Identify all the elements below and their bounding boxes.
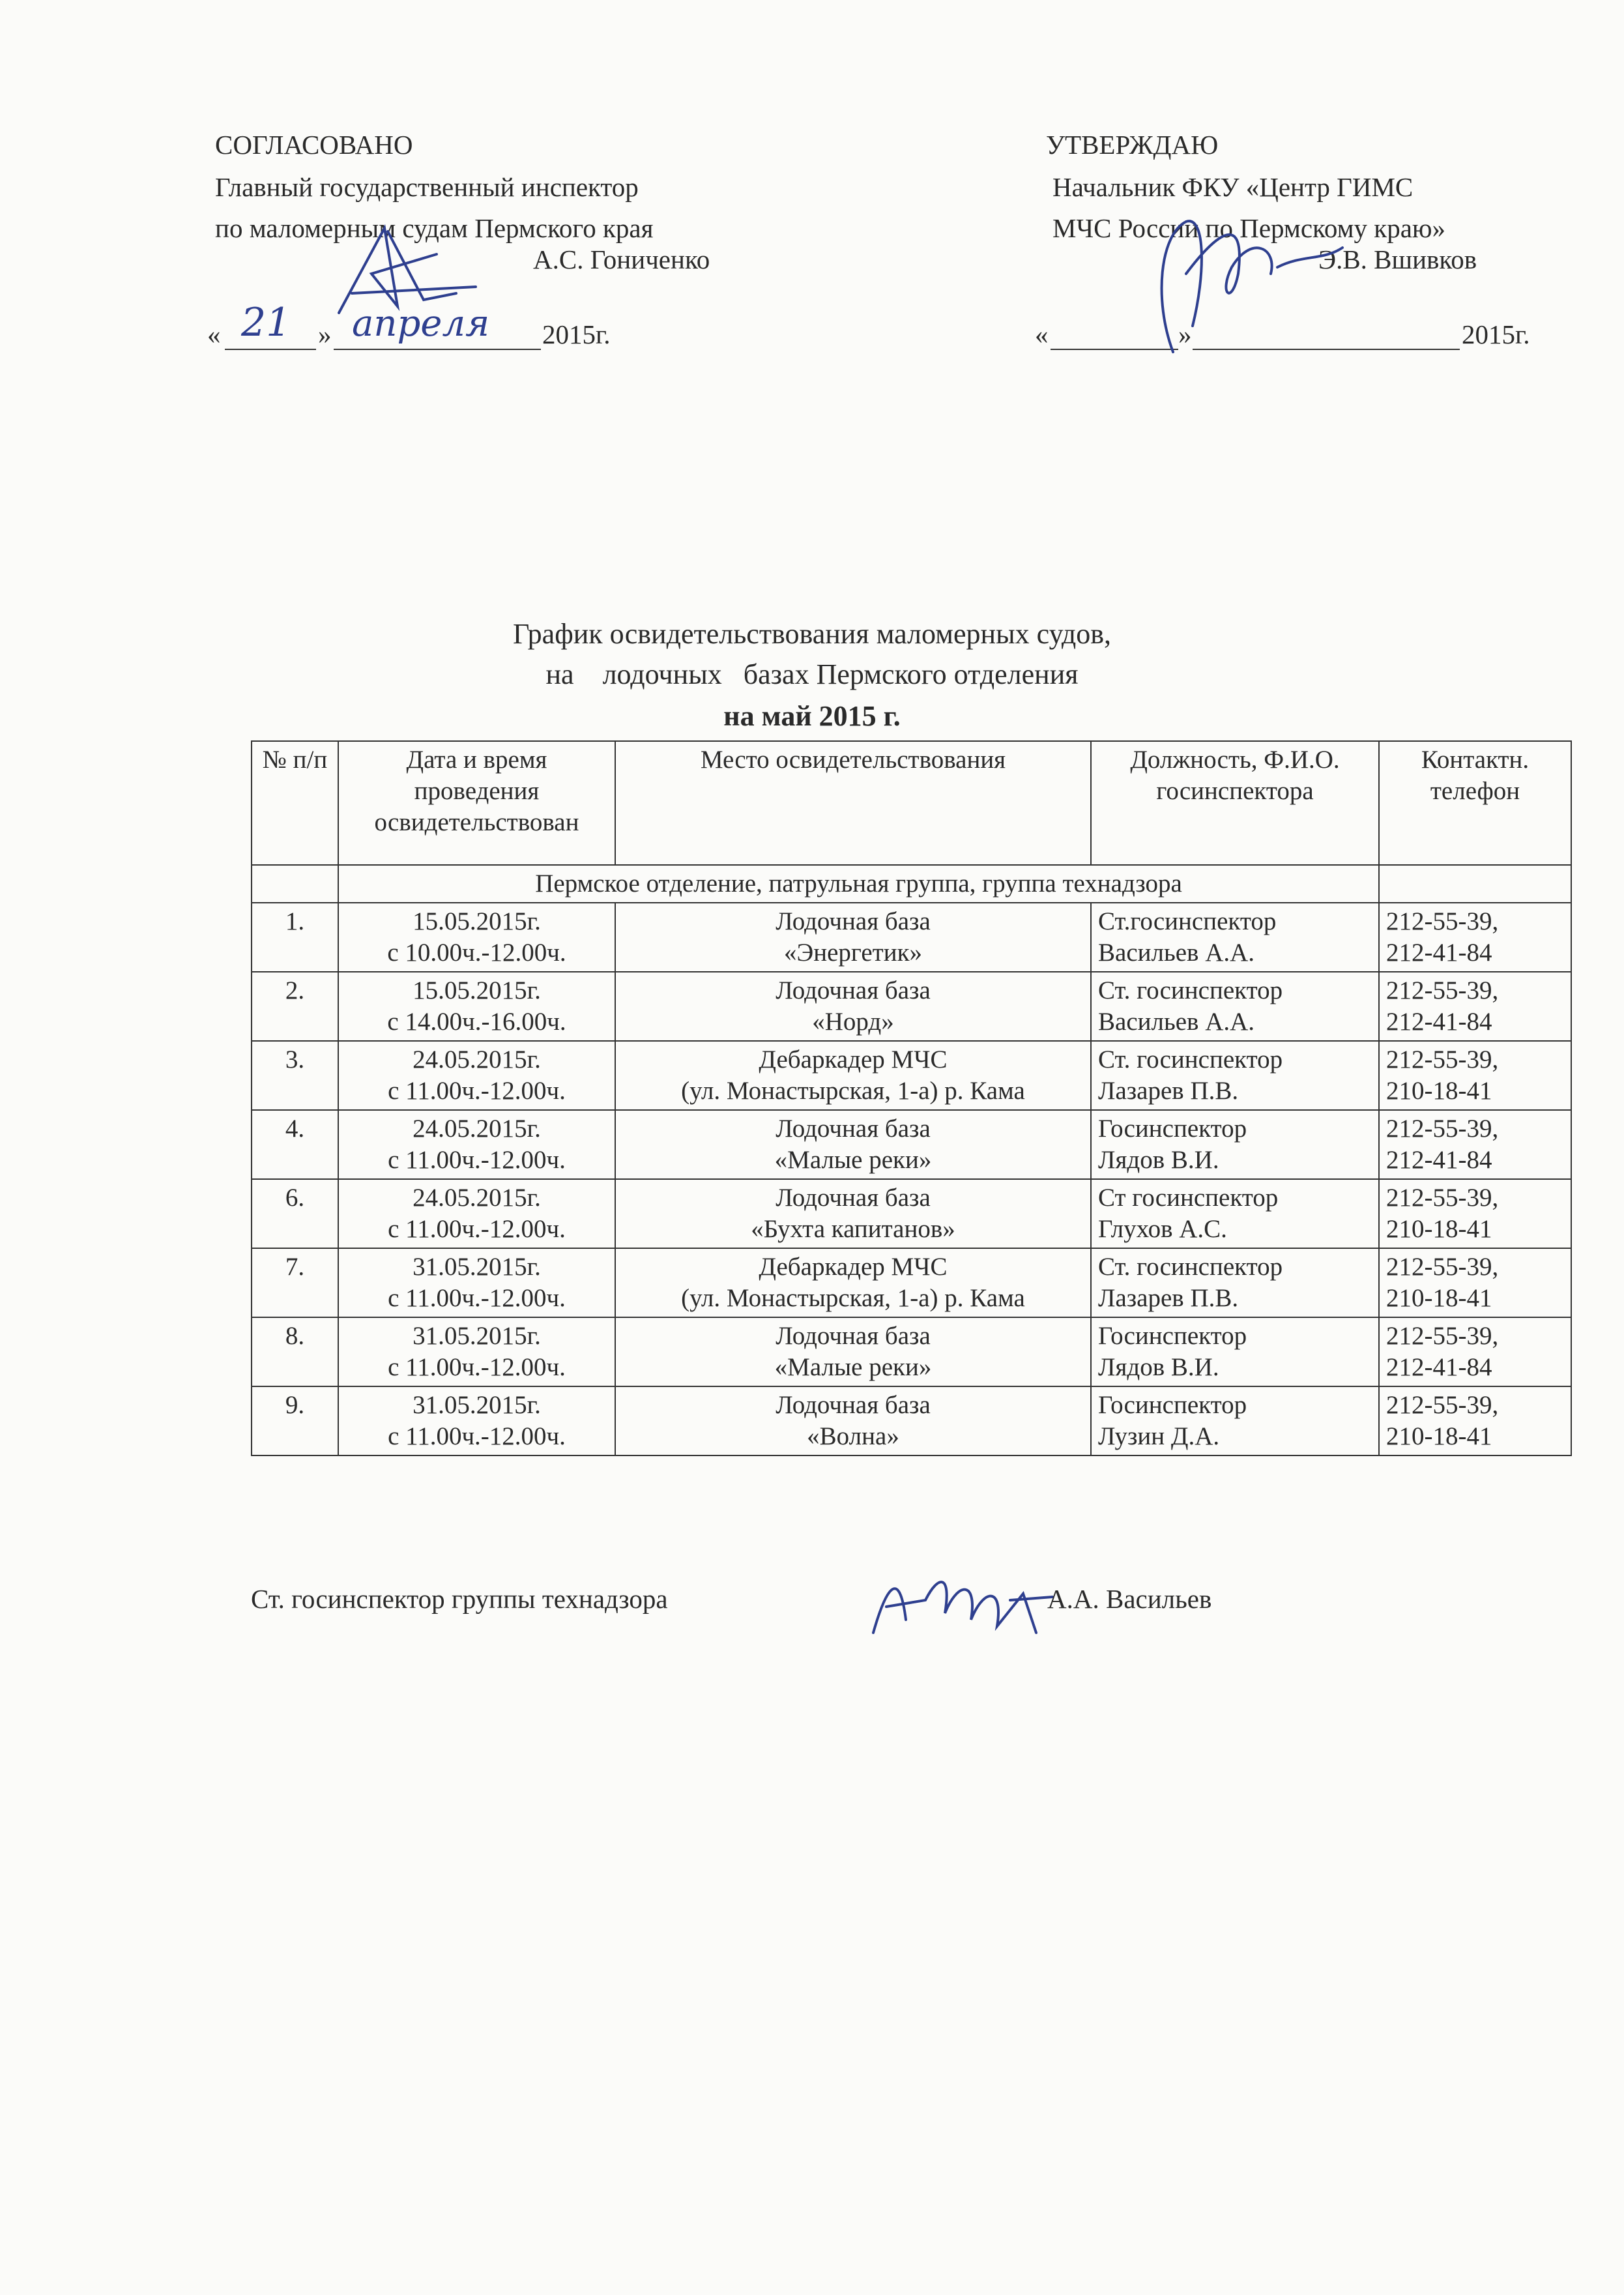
row-inspector-name: Лядов В.И.: [1098, 1146, 1219, 1174]
section-empty-cell: [252, 865, 338, 903]
row-place-place1: Лодочная база: [776, 976, 931, 1004]
row-phone-phone2: 210-18-41: [1386, 1215, 1492, 1243]
row-phone: [1379, 1041, 1571, 1110]
row-phone-phone1: 212-55-39,: [1386, 1253, 1499, 1281]
row-inspector-position: Ст.госинспектор: [1098, 907, 1277, 935]
row-datetime-date: 24.05.2015г.: [413, 1115, 541, 1143]
row-phone: [1379, 903, 1571, 972]
row-datetime-time: с 11.00ч.-12.00ч.: [388, 1284, 566, 1312]
row-inspector-position: Госинспектор: [1098, 1322, 1247, 1350]
row-inspector: [1091, 1041, 1379, 1110]
row-inspector-name: Лузин Д.А.: [1098, 1422, 1220, 1450]
row-inspector-name: Лядов В.И.: [1098, 1353, 1219, 1381]
row-place-place1: Лодочная база: [776, 907, 931, 935]
header-phone: Контактн. телефон: [1379, 741, 1571, 865]
row-inspector-position: Ст. госинспектор: [1098, 1045, 1283, 1074]
row-place-place2: «Малые реки»: [774, 1146, 932, 1174]
row-inspector-position: Ст. госинспектор: [1098, 1253, 1283, 1281]
row-place-place1: Дебаркадер МЧС: [759, 1045, 948, 1074]
header-place: Место освидетельствования: [615, 741, 1091, 865]
approval-left-line1: Главный государственный инспектор: [215, 172, 639, 202]
row-place: [615, 903, 1091, 972]
row-inspector: [1091, 972, 1379, 1041]
row-datetime: [338, 903, 615, 972]
section-title: Пермское отделение, патрульная группа, группа технадзора: [338, 865, 1379, 903]
row-place-place2: (ул. Монастырская, 1-а) р. Кама: [681, 1077, 1025, 1105]
row-datetime-time: с 11.00ч.-12.00ч.: [388, 1353, 566, 1381]
row-phone-phone2: 212-41-84: [1386, 1353, 1492, 1381]
header-num: № п/п: [252, 741, 338, 865]
row-datetime-date: 15.05.2015г.: [413, 907, 541, 935]
row-phone-phone1: 212-55-39,: [1386, 1184, 1499, 1212]
row-num-num: 2.: [285, 976, 305, 1004]
row-inspector-name: Лазарев П.В.: [1098, 1284, 1239, 1312]
row-phone-phone1: 212-55-39,: [1386, 1322, 1499, 1350]
row-inspector: [1091, 1179, 1379, 1248]
row-place: [615, 972, 1091, 1041]
row-datetime: [338, 1110, 615, 1179]
section-empty-cell: [1379, 865, 1571, 903]
table-row: [252, 903, 1571, 972]
approval-right-name: Э.В. Вшивков: [1318, 244, 1477, 274]
row-datetime-date: 31.05.2015г.: [413, 1253, 541, 1281]
document-title-line1: График освидетельствования маломерных судов,: [513, 618, 1111, 650]
row-place: [615, 1041, 1091, 1110]
document-title-line2: на лодочных базах Пермского отделения: [545, 658, 1079, 690]
approval-left-day-line: [225, 349, 316, 350]
row-place-place2: «Волна»: [807, 1422, 899, 1450]
row-phone: [1379, 972, 1571, 1041]
row-inspector-name: Лазарев П.В.: [1098, 1077, 1239, 1105]
row-inspector: [1091, 903, 1379, 972]
row-phone-phone2: 212-41-84: [1386, 1146, 1492, 1174]
footer-signature: [867, 1561, 1056, 1646]
row-num: [252, 903, 338, 972]
table-row: [252, 1317, 1571, 1386]
table-row: [252, 1248, 1571, 1317]
footer-position: Ст. госинспектор группы технадзора: [251, 1584, 668, 1614]
schedule-table: [251, 740, 1572, 1456]
row-place-place2: «Бухта капитанов»: [751, 1215, 955, 1243]
row-place-place2: (ул. Монастырская, 1-а) р. Кама: [681, 1284, 1025, 1312]
row-datetime: [338, 1179, 615, 1248]
row-datetime: [338, 972, 615, 1041]
row-phone-phone1: 212-55-39,: [1386, 1115, 1499, 1143]
approval-left-name: А.С. Гониченко: [533, 244, 710, 274]
row-place: [615, 1386, 1091, 1455]
approval-right-date-quote-open: «: [1035, 319, 1049, 349]
table-header-row: [252, 741, 1571, 865]
row-inspector: [1091, 1110, 1379, 1179]
approval-right-month-line: [1193, 349, 1460, 350]
row-phone-phone1: 212-55-39,: [1386, 1391, 1499, 1419]
approval-right-line1: Начальник ФКУ «Центр ГИМС: [1052, 172, 1414, 202]
table-row: [252, 972, 1571, 1041]
row-inspector-name: Васильев А.А.: [1098, 1008, 1255, 1036]
row-num-num: 7.: [285, 1253, 305, 1281]
row-phone: [1379, 1317, 1571, 1386]
row-inspector: [1091, 1386, 1379, 1455]
row-num: [252, 1041, 338, 1110]
row-datetime-time: с 11.00ч.-12.00ч.: [388, 1215, 566, 1243]
header-inspector: Должность, Ф.И.О. госинспектора: [1091, 741, 1379, 865]
row-datetime-time: с 11.00ч.-12.00ч.: [388, 1146, 566, 1174]
approval-left-date-quote-open: «: [207, 319, 221, 349]
row-num: [252, 1179, 338, 1248]
table-row: [252, 1386, 1571, 1455]
row-num: [252, 1248, 338, 1317]
row-place-place1: Лодочная база: [776, 1115, 931, 1143]
row-datetime-date: 24.05.2015г.: [413, 1045, 541, 1074]
row-place-place2: «Норд»: [812, 1008, 894, 1036]
row-place: [615, 1317, 1091, 1386]
row-inspector-position: Ст. госинспектор: [1098, 976, 1283, 1004]
row-inspector: [1091, 1317, 1379, 1386]
row-place: [615, 1110, 1091, 1179]
row-place-place1: Дебаркадер МЧС: [759, 1253, 948, 1281]
approval-right-day-line: [1051, 349, 1178, 350]
row-phone: [1379, 1386, 1571, 1455]
table-row: [252, 1110, 1571, 1179]
row-phone-phone2: 210-18-41: [1386, 1284, 1492, 1312]
row-phone-phone1: 212-55-39,: [1386, 1045, 1499, 1074]
header-date: Дата и время проведения освидетельствован: [338, 741, 615, 865]
approval-right-date-quote-close: »: [1178, 319, 1192, 349]
table-row: [252, 1041, 1571, 1110]
row-num-num: 4.: [285, 1115, 305, 1143]
row-num: [252, 1386, 338, 1455]
row-inspector-position: Ст госинспектор: [1098, 1184, 1279, 1212]
approval-left-month-line: [334, 349, 541, 350]
row-place-place2: «Энергетик»: [783, 939, 923, 967]
row-place-place2: «Малые реки»: [774, 1353, 932, 1381]
row-inspector-name: Глухов А.С.: [1098, 1215, 1227, 1243]
row-datetime-time: с 11.00ч.-12.00ч.: [388, 1077, 566, 1105]
row-place-place1: Лодочная база: [776, 1184, 931, 1212]
row-datetime: [338, 1041, 615, 1110]
document-title-line3: на май 2015 г.: [723, 700, 901, 732]
row-place: [615, 1179, 1091, 1248]
row-inspector: [1091, 1248, 1379, 1317]
approval-left-date-month: апреля: [352, 302, 490, 345]
row-phone-phone1: 212-55-39,: [1386, 976, 1499, 1004]
approval-left-line2: по маломерным судам Пермского края: [215, 213, 654, 243]
row-num-num: 6.: [285, 1184, 305, 1212]
row-datetime-date: 15.05.2015г.: [413, 976, 541, 1004]
row-phone-phone2: 212-41-84: [1386, 939, 1492, 967]
row-place: [615, 1248, 1091, 1317]
row-datetime: [338, 1386, 615, 1455]
row-phone-phone2: 210-18-41: [1386, 1077, 1492, 1105]
row-phone: [1379, 1110, 1571, 1179]
approval-right-line2: МЧС России по Пермскому краю»: [1052, 213, 1446, 243]
row-phone-phone2: 210-18-41: [1386, 1422, 1492, 1450]
row-num-num: 3.: [285, 1045, 305, 1074]
row-phone: [1379, 1248, 1571, 1317]
row-datetime-time: с 14.00ч.-16.00ч.: [387, 1008, 566, 1036]
table-row: [252, 1179, 1571, 1248]
row-place-place1: Лодочная база: [776, 1391, 931, 1419]
row-num: [252, 972, 338, 1041]
row-num: [252, 1110, 338, 1179]
approval-left-date-quote-close: »: [318, 319, 332, 349]
row-phone-phone2: 212-41-84: [1386, 1008, 1492, 1036]
approval-left-heading: СОГЛАСОВАНО: [215, 130, 413, 160]
row-num-num: 9.: [285, 1391, 305, 1419]
row-num: [252, 1317, 338, 1386]
row-datetime-date: 31.05.2015г.: [413, 1322, 541, 1350]
row-datetime-date: 31.05.2015г.: [413, 1391, 541, 1419]
row-inspector-position: Госинспектор: [1098, 1391, 1247, 1419]
row-inspector-position: Госинспектор: [1098, 1115, 1247, 1143]
row-num-num: 1.: [285, 907, 305, 935]
row-phone-phone1: 212-55-39,: [1386, 907, 1499, 935]
row-inspector-name: Васильев А.А.: [1098, 939, 1255, 967]
row-datetime: [338, 1317, 615, 1386]
row-datetime: [338, 1248, 615, 1317]
row-num-num: 8.: [285, 1322, 305, 1350]
row-datetime-time: с 10.00ч.-12.00ч.: [387, 939, 566, 967]
approval-left-date-day: 21: [241, 300, 291, 345]
row-datetime-date: 24.05.2015г.: [413, 1184, 541, 1212]
row-phone: [1379, 1179, 1571, 1248]
approval-right-date-year: 2015г.: [1462, 319, 1530, 349]
row-place-place1: Лодочная база: [776, 1322, 931, 1350]
footer-name: А.А. Васильев: [1047, 1584, 1212, 1614]
section-row: [252, 865, 1571, 903]
approval-right-heading: УТВЕРЖДАЮ: [1046, 130, 1219, 160]
row-datetime-time: с 11.00ч.-12.00ч.: [388, 1422, 566, 1450]
approval-left-date-year: 2015г.: [542, 319, 611, 349]
